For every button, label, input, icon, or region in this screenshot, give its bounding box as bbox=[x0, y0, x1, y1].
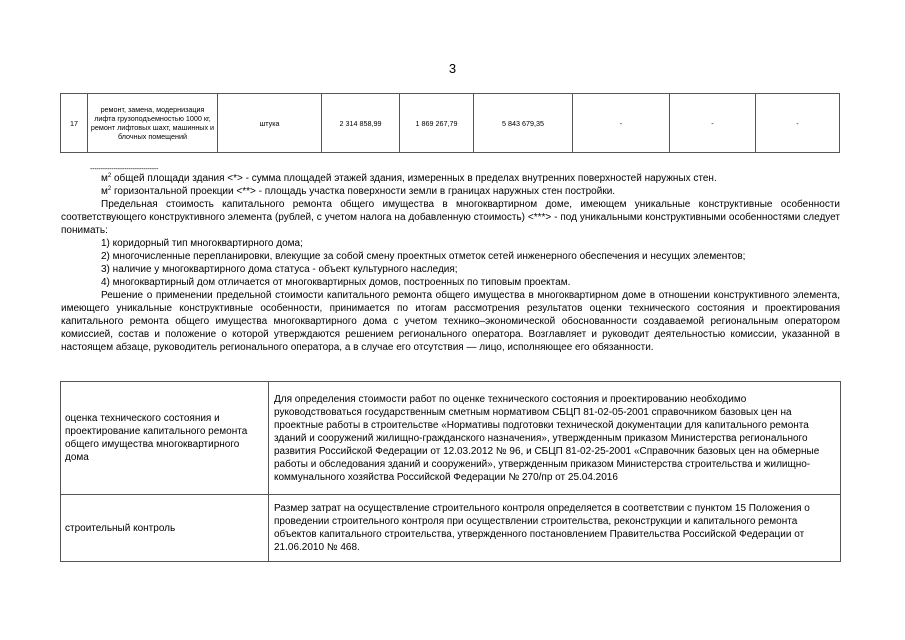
note-2-unit: м bbox=[101, 186, 108, 197]
row-text-assessment: Для определения стоимости работ по оценке технического состояния и проектированию необходимо руководствоваться государственным сметным нормативом СБЦП 81-02-05-2001 справочником базовых цен на проектные работы в строительстве «Нормативы подготовки технической документации для капитального ремонта зданий и сооружений жилищно-гражданского назначения», утвержденным приказом Министерства регионального развития Российской Федерации от 12.03.2012 № 96, и СБЦП 81-02-25-2001 «Справочник базовых цен на обмерные работы и обследования зданий и сооружений», утвержденным приказом Министерства строительства и жилищно-коммунального хозяйства Российской Федерации № 270/пр от 25.04.2016 bbox=[269, 382, 841, 495]
work-description-cell: ремонт, замена, модернизация лифта грузоподъемностью 1000 кг, ремонт лифтовых шахт, машинных и блочных помещений bbox=[88, 94, 218, 153]
dash-cell-2: - bbox=[670, 94, 756, 153]
dash-cell-1: - bbox=[573, 94, 670, 153]
unit-cell: штука bbox=[218, 94, 322, 153]
note-1-sup: 2 bbox=[107, 173, 112, 179]
table-row bbox=[61, 382, 841, 495]
value-cell-1: 2 314 858,99 bbox=[322, 94, 400, 153]
paragraph-unique-features: Предельная стоимость капитального ремонта общего имущества в многоквартирном доме, имеющем уникальные конструктивные особенности соответствующего конструктивного элемента (рублей, с учетом налога на добавленную стоимость) <***> - под уникальными конструктивными особенностями следует понимать: bbox=[61, 199, 840, 236]
dash-cell-3: - bbox=[756, 94, 840, 153]
additional-costs-table bbox=[60, 381, 841, 562]
value-cell-2: 1 869 267,79 bbox=[400, 94, 474, 153]
list-item: 3) наличие у многоквартирного дома статуса - объект культурного наследия; bbox=[101, 264, 458, 275]
note-1-unit: м bbox=[101, 173, 108, 184]
value-cell-3: 5 843 679,35 bbox=[474, 94, 573, 153]
list-item: 4) многоквартирный дом отличается от многоквартирных домов, построенных по типовым проектам. bbox=[101, 277, 571, 288]
note-2-text: горизонтальной проекции <**> - площадь участка поверхности земли в границах наружных стен постройки. bbox=[111, 186, 616, 197]
cost-table-row bbox=[60, 93, 840, 153]
list-item: 2) многочисленные перепланировки, влекущие за собой смену проектных отметок сетей инженерного обеспечения и несущих элементов; bbox=[101, 251, 746, 262]
footnote-separator: -------------------------------- bbox=[90, 166, 159, 173]
row-label-construction-control: строительный контроль bbox=[61, 495, 269, 562]
table-row bbox=[61, 495, 841, 562]
note-2 bbox=[61, 185, 840, 198]
table-row bbox=[61, 94, 840, 153]
note-2-sup: 2 bbox=[107, 186, 112, 192]
paragraph-decision: Решение о применении предельной стоимости капитального ремонта общего имущества в многоквартирном доме в отношении конструктивного элемента, имеющего уникальные конструктивные особенности, принимается по итогам рассмотрения результатов оценки технического состояния и проектирования капитального ремонта общего имущества многоквартирного дома с учетом технико–экономической обоснованности создаваемой региональным оператором комиссией, состав и положение о которой утверждаются решением регионального оператора. Возглавляет и руководит деятельностью комиссии, указанной в настоящем абзаце, руководитель регионального оператора, а в случае его отсутствия — лицо, исполняющее его обязанности. bbox=[61, 290, 840, 353]
list-item: 1) коридорный тип многоквартирного дома; bbox=[101, 238, 303, 249]
page-number: 3 bbox=[448, 61, 457, 76]
row-text-construction-control: Размер затрат на осуществление строительного контроля определяется в соответствии с пунктом 15 Положения о проведении строительного контроля при осуществлении строительства, реконструкции и капитального ремонта объектов капитального строительства, утвержденного постановлением Правительства Российской Федерации от 21.06.2010 № 468. bbox=[269, 495, 841, 562]
notes-section bbox=[61, 172, 840, 354]
note-1-text: общей площади здания <*> - сумма площадей этажей здания, измеренных в пределах внутренних поверхностей наружных стен. bbox=[111, 173, 717, 184]
row-label-assessment: оценка технического состояния и проектирование капитального ремонта общего имущества многоквартирного дома bbox=[61, 382, 269, 495]
note-1 bbox=[61, 172, 840, 185]
row-number-cell: 17 bbox=[61, 94, 88, 153]
